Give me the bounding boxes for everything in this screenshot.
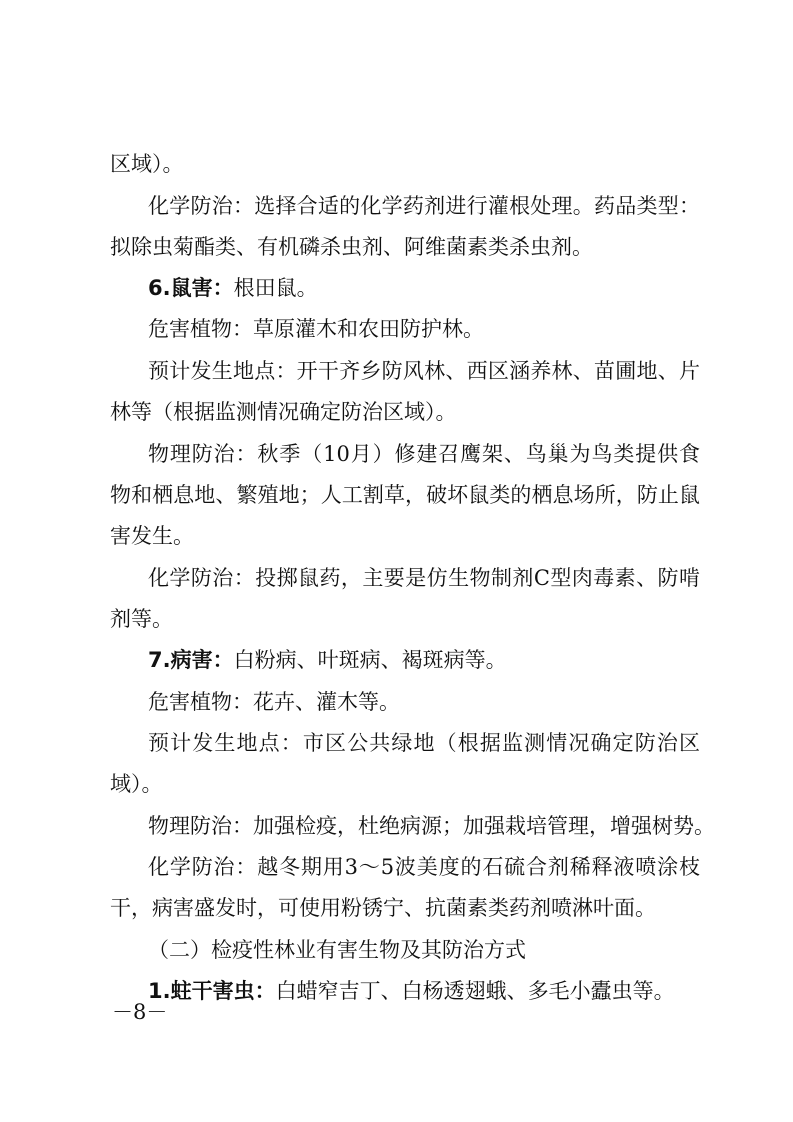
subsection-heading: （二）检疫性林业有害生物及其防治方式 bbox=[148, 938, 526, 962]
text-line: 害发生。 bbox=[110, 524, 194, 548]
text-line: 域）。 bbox=[110, 772, 163, 796]
page-number: －8－ bbox=[112, 1000, 168, 1024]
text-line: 物和栖息地、繁殖地；人工割草，破坏鼠类的栖息场所，防止鼠 bbox=[110, 483, 700, 507]
text-line: 危害植物：草原灌木和农田防护林。 bbox=[148, 317, 484, 341]
text-line: 化学防治：投掷鼠药，主要是仿生物制剂C型肉毒素、防啃 bbox=[148, 566, 700, 590]
text-line: 林等（根据监测情况确定防治区域）。 bbox=[110, 400, 457, 424]
text-line: 预计发生地点：开干齐乡防风林、西区涵养林、苗圃地、片 bbox=[148, 359, 700, 383]
text-line: 物理防治：加强检疫，杜绝病源；加强栽培管理，增强树势。 bbox=[148, 814, 715, 838]
text-line: 拟除虫菊酯类、有机磷杀虫剂、阿维菌素类杀虫剂。 bbox=[110, 235, 593, 259]
text-line: 危害植物：花卉、灌木等。 bbox=[148, 690, 400, 714]
section-heading-rodent: 6.鼠害：根田鼠。 bbox=[148, 276, 318, 300]
text-line: 剂等。 bbox=[110, 607, 173, 631]
section-heading-borer: 1.蛀干害虫：白蜡窄吉丁、白杨透翅蛾、多毛小蠹虫等。 bbox=[148, 979, 675, 1003]
text-line: 干，病害盛发时，可使用粉锈宁、抗菌素类药剂喷淋叶面。 bbox=[110, 896, 656, 920]
text-line: 化学防治：越冬期用3～5波美度的石硫合剂稀释液喷涂枝 bbox=[148, 855, 700, 879]
section-heading-disease: 7.病害：白粉病、叶斑病、褐斑病等。 bbox=[148, 648, 507, 672]
text-line: 物理防治：秋季（10月）修建召鹰架、鸟巢为鸟类提供食 bbox=[148, 442, 700, 466]
text-line: 化学防治：选择合适的化学药剂进行灌根处理。药品类型： bbox=[148, 194, 700, 218]
text-line: 区域）。 bbox=[110, 152, 184, 176]
text-line: 预计发生地点：市区公共绿地（根据监测情况确定防治区 bbox=[148, 731, 700, 755]
